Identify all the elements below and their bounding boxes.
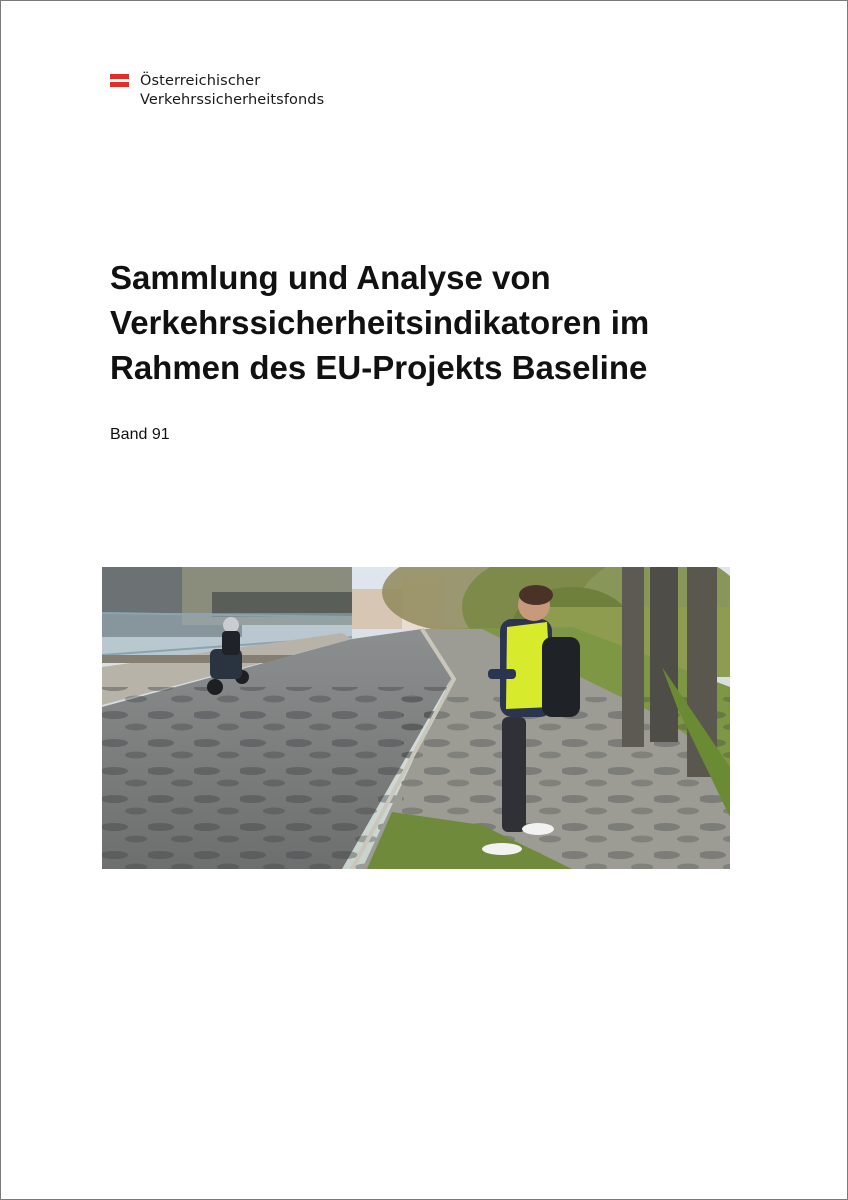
organization-name-line-2: Verkehrssicherheitsfonds xyxy=(140,92,325,108)
title-line-1: Sammlung und Analyse von xyxy=(110,259,551,296)
austria-flag-icon xyxy=(110,74,129,87)
volume-number: Band 91 xyxy=(110,426,170,443)
cover-photo xyxy=(102,567,730,869)
title-line-3: Rahmen des EU-Projekts Baseline xyxy=(110,349,648,386)
title-line-2: Verkehrssicherheitsindikatoren im xyxy=(110,304,650,341)
document-title xyxy=(110,255,750,390)
organization-name-line-1: Österreichischer xyxy=(140,73,261,89)
organization-name xyxy=(140,72,460,110)
